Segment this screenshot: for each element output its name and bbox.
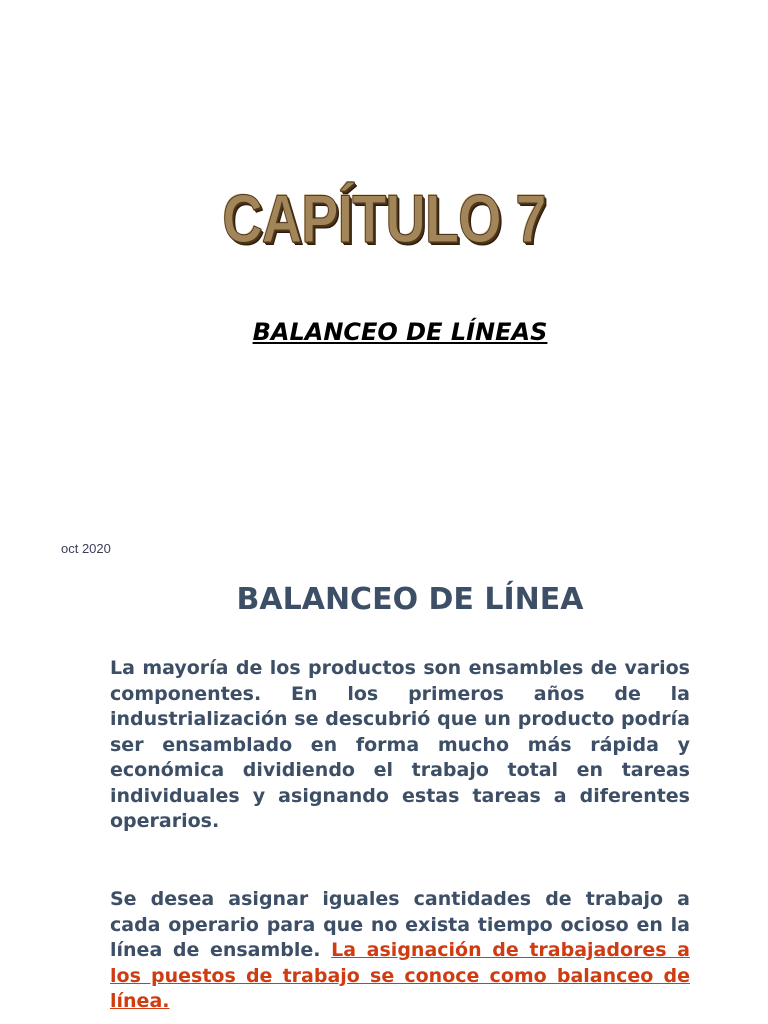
paragraph-intro: La mayoría de los productos son ensambles de varios componentes. En los primeros años de la industrialización se descubrió que un producto podría ser ensamblado en forma mucho más rápida y económica dividiendo el trabajo total en tareas individuales y asignando estas tareas a diferentes operarios. [110,657,690,832]
paragraph-definition-text: Se desea asignar iguales cantidades de trabajo a cada operario para que no exista tiempo ocioso en la línea de ensamble. [110,888,690,961]
definition-highlight: La asignación de trabajadores a los puestos de trabajo se conoce como balanceo de línea. [110,939,691,1012]
chapter-subtitle: BALANCEO DE LÍNEAS [252,318,548,346]
paragraph-definition [110,887,690,1015]
slide-title: BALANCEO DE LÍNEA [236,582,584,617]
slide-date: oct 2020 [61,541,111,556]
chapter-title: CAPÍTULO 7 [222,181,546,257]
